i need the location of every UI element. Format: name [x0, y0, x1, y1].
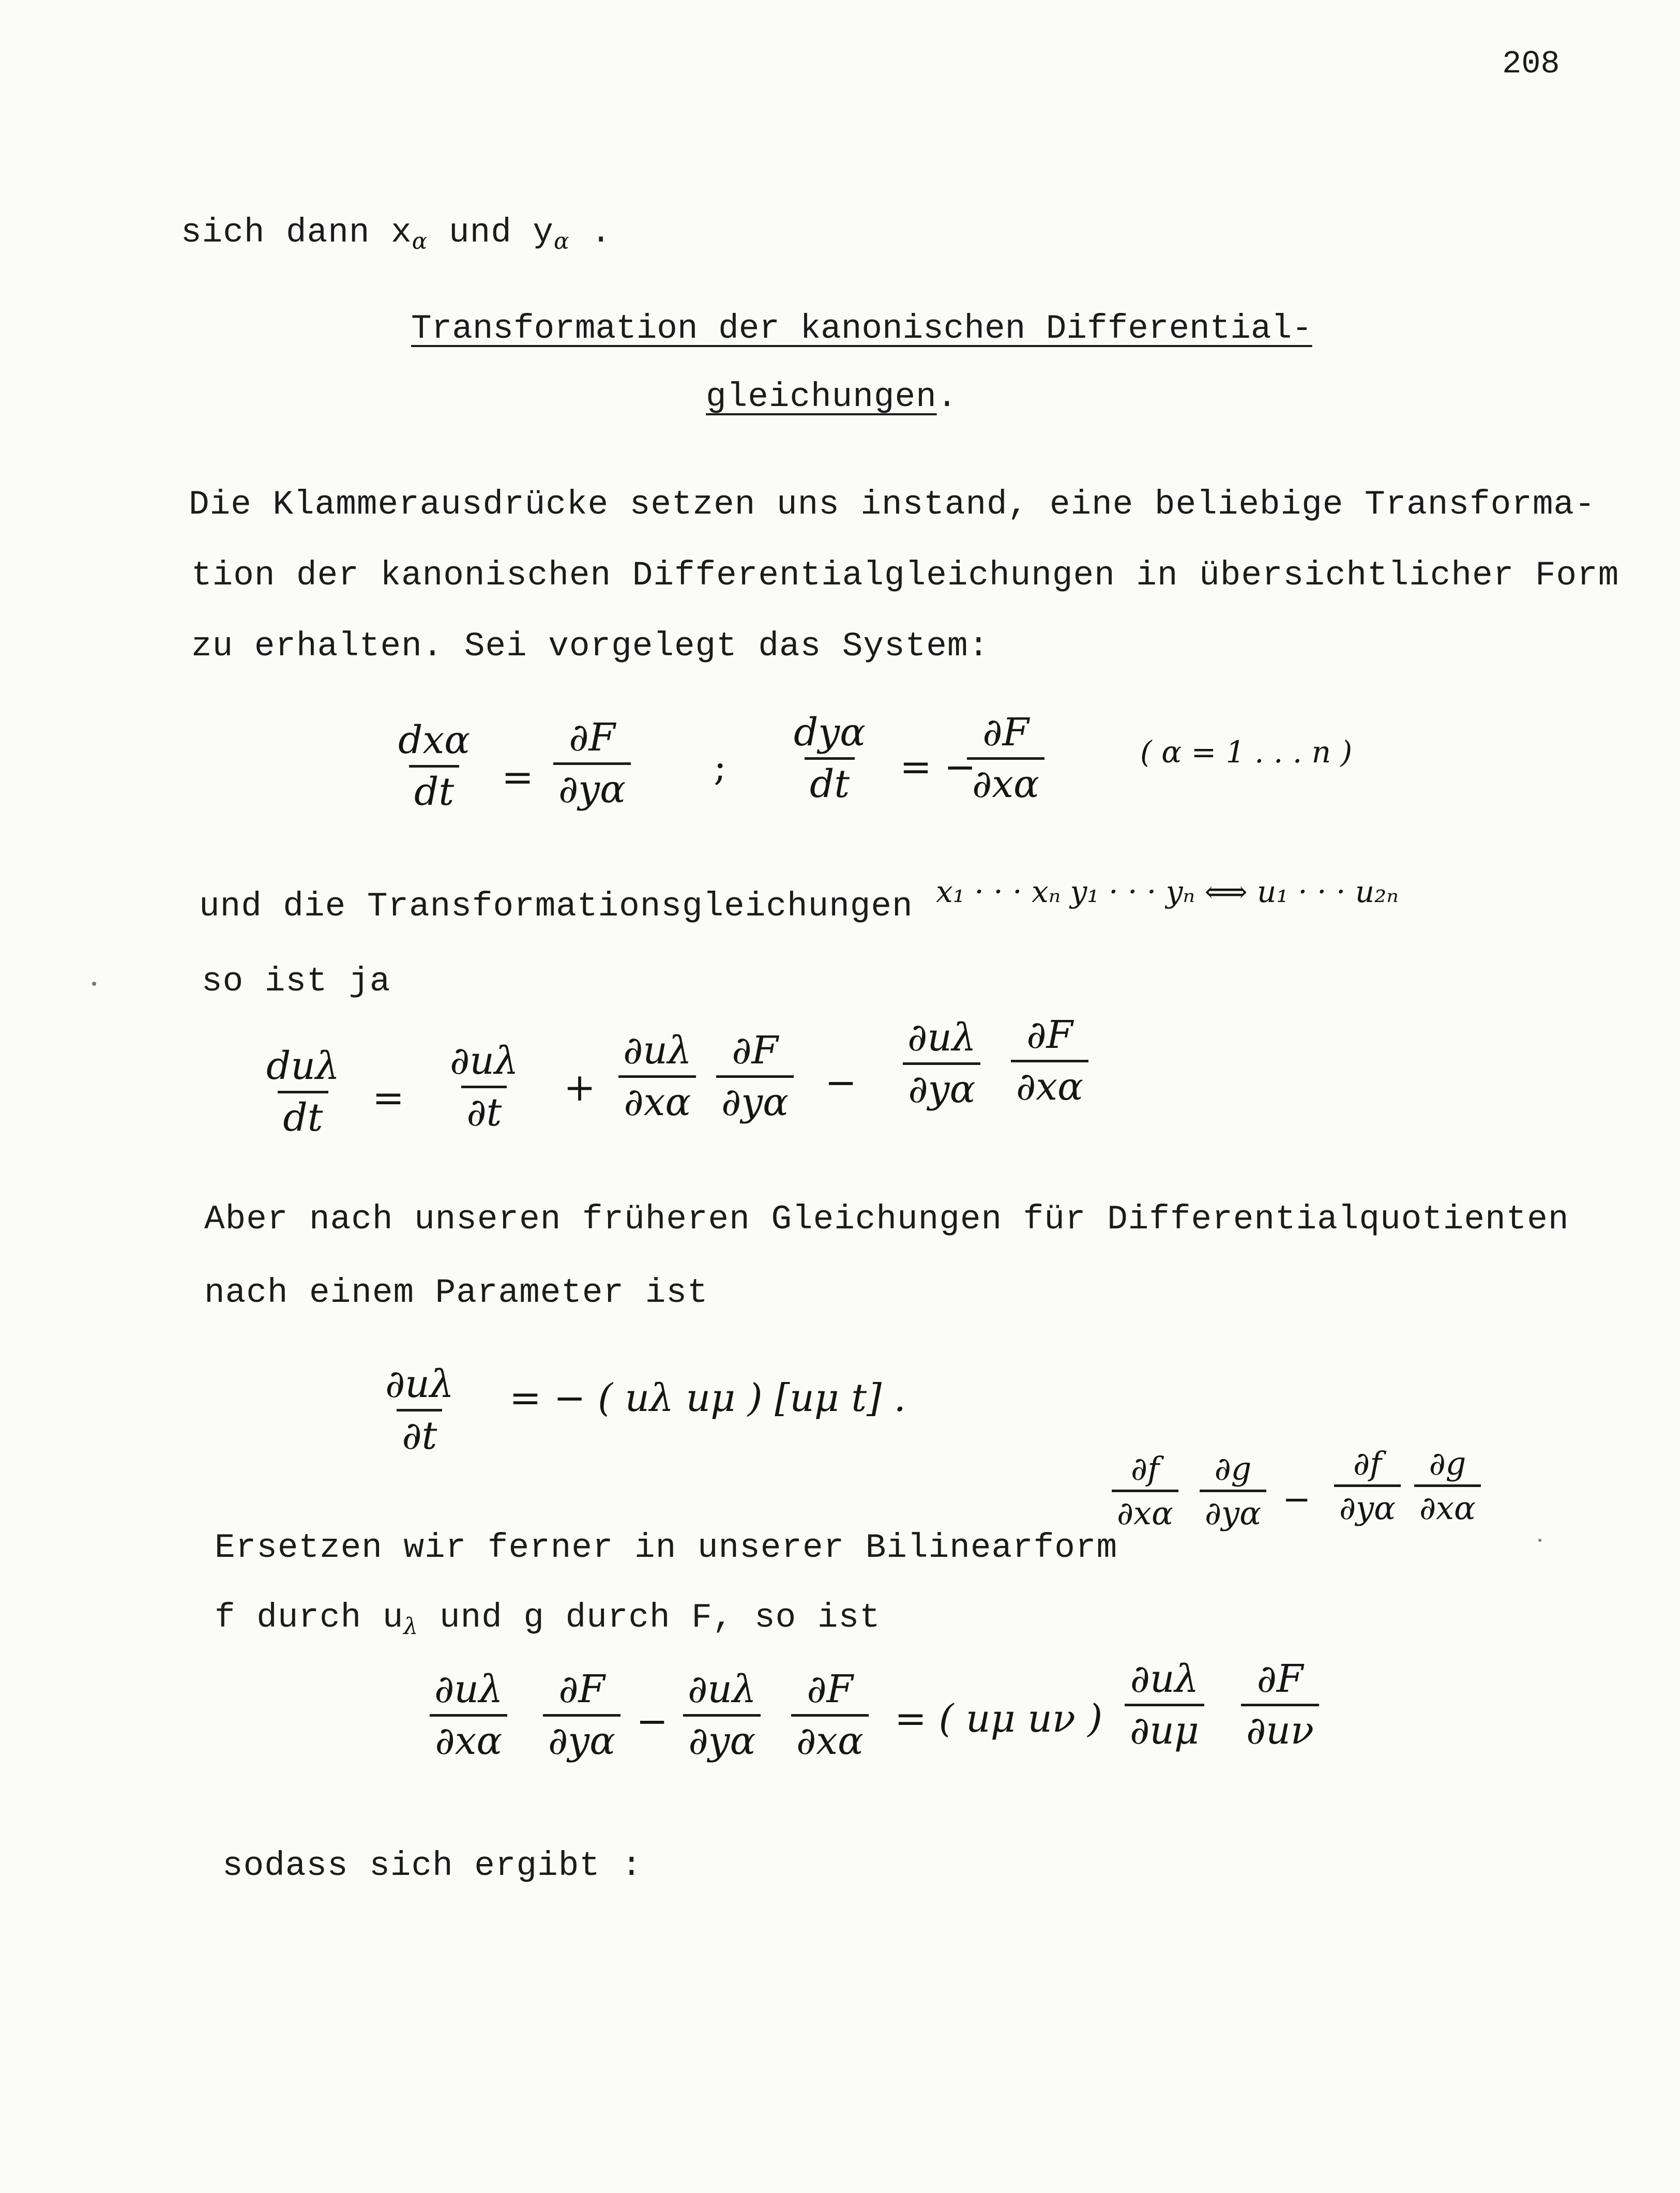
equals-minus: = − [900, 745, 976, 789]
fraction [789, 711, 871, 806]
paragraph-4-line-1: Ersetzen wir ferner in unserer Bilinearform [215, 1528, 1118, 1567]
numerator: ∂F [732, 1028, 778, 1073]
fraction [553, 716, 631, 811]
numerator: ∂g [1429, 1445, 1466, 1482]
section-heading-line-1: Transformation der kanonischen Differential- [411, 309, 1312, 348]
denominator: ∂yα [1200, 1490, 1266, 1531]
index-range: ( α = 1 . . . n ) [1140, 734, 1353, 770]
fraction [683, 1668, 762, 1763]
minus-sign: − [1282, 1479, 1311, 1519]
numerator: ∂F [558, 1667, 605, 1711]
denominator: ∂t [397, 1409, 442, 1458]
numerator: ∂F [569, 715, 615, 760]
numerator: ∂f [1130, 1450, 1159, 1488]
numerator: duλ [266, 1044, 340, 1088]
denominator: ∂xα [1414, 1484, 1481, 1526]
fraction [1200, 1451, 1266, 1531]
fraction [543, 1668, 620, 1763]
heading-text: gleichungen [706, 378, 937, 416]
denominator: ∂t [461, 1086, 507, 1134]
section-heading-line-2 [706, 378, 958, 416]
numerator: ∂uλ [434, 1667, 503, 1711]
paragraph-2-line-1: und die Transformationsgleichungen [199, 887, 913, 926]
fraction [1011, 1014, 1088, 1108]
equation-rhs: = − ( uλ uμ ) [uμ t] . [509, 1376, 906, 1420]
minus-sign: − [636, 1699, 669, 1744]
numerator: ∂uλ [688, 1667, 756, 1711]
text-fragment: und y [449, 213, 554, 252]
numerator: ∂uλ [450, 1039, 519, 1083]
fraction [1241, 1658, 1319, 1752]
heading-period: . [936, 378, 958, 416]
numerator: ∂uλ [623, 1028, 692, 1073]
denominator: ∂yα [716, 1075, 794, 1124]
numerator: ∂uλ [907, 1015, 976, 1060]
equals-sign: = [502, 755, 534, 800]
numerator: ∂uλ [1130, 1657, 1199, 1701]
numerator: dxα [398, 718, 471, 762]
numerator: ∂g [1214, 1450, 1252, 1488]
numerator: ∂F [1026, 1013, 1073, 1057]
minus-sign: − [825, 1060, 857, 1105]
paragraph-5: sodass sich ergibt : [222, 1846, 643, 1885]
denominator: ∂yα [683, 1714, 761, 1763]
denominator: ∂xα [618, 1075, 696, 1124]
page-number: 208 [1502, 46, 1560, 82]
paragraph-3-line-2: nach einem Parameter ist [204, 1273, 708, 1312]
numerator: ∂F [1257, 1657, 1304, 1701]
denominator: dt [278, 1091, 328, 1139]
fraction [445, 1040, 524, 1134]
denominator: ∂yα [553, 762, 631, 811]
paragraph-3-line-1: Aber nach unseren früheren Gleichungen für Differentialquotienten [204, 1200, 1569, 1239]
plus-sign: + [564, 1065, 596, 1110]
paragraph-4-line-2 [215, 1598, 881, 1640]
paragraph-2-line-2: so ist ja [202, 962, 391, 1001]
fraction [967, 711, 1045, 806]
denominator: ∂yα [543, 1714, 620, 1763]
fraction [261, 1045, 345, 1139]
fraction [1112, 1451, 1178, 1531]
denominator: ∂xα [1112, 1490, 1178, 1531]
subscript-lambda: λ [403, 1613, 419, 1640]
margin-mark [92, 982, 96, 986]
fraction [791, 1668, 869, 1763]
text-fragment: f durch u [215, 1598, 404, 1637]
denominator: ∂xα [791, 1714, 869, 1763]
margin-mark [1538, 1539, 1541, 1542]
fraction [902, 1016, 981, 1111]
fraction [380, 1363, 459, 1458]
fraction [1125, 1658, 1204, 1752]
numerator: ∂F [982, 710, 1029, 755]
paragraph-1-line-2: tion der kanonischen Differentialgleichungen in übersichtlicher Form [191, 556, 1620, 595]
fraction [1414, 1446, 1481, 1526]
separator: ; [714, 745, 727, 789]
text-line-intro [181, 213, 612, 254]
denominator: ∂yα [903, 1062, 980, 1111]
subscript-alpha: α [554, 228, 570, 255]
transformation-variables: x₁ · · · xₙ y₁ · · · yₙ ⟺ u₁ · · · u₂ₙ [936, 874, 1399, 909]
text-fragment: und g durch F, so ist [439, 1598, 881, 1637]
numerator: ∂F [807, 1667, 853, 1711]
bracket-term: = ( uμ uν ) [895, 1696, 1103, 1741]
fraction [429, 1668, 508, 1763]
text-fragment: . [591, 213, 612, 252]
paragraph-1-line-3: zu erhalten. Sei vorgelegt das System: [191, 627, 990, 666]
fraction [716, 1029, 794, 1124]
denominator: ∂uν [1241, 1704, 1319, 1752]
fraction [618, 1029, 697, 1124]
fraction [1334, 1446, 1401, 1526]
paragraph-1-line-1: Die Klammerausdrücke setzen uns instand, eine beliebige Transforma- [189, 485, 1596, 524]
numerator: ∂uλ [385, 1362, 454, 1406]
fraction [393, 719, 475, 814]
denominator: ∂xα [967, 757, 1045, 806]
numerator: dyα [794, 710, 866, 755]
denominator: dt [409, 765, 459, 814]
denominator: ∂xα [430, 1714, 507, 1763]
subscript-alpha: α [412, 228, 428, 255]
denominator: dt [805, 757, 855, 806]
denominator: ∂yα [1334, 1484, 1401, 1526]
text-fragment: sich dann x [181, 213, 412, 252]
denominator: ∂xα [1011, 1060, 1088, 1108]
equals-sign: = [372, 1076, 405, 1120]
denominator: ∂uμ [1125, 1704, 1204, 1752]
numerator: ∂f [1353, 1445, 1382, 1482]
